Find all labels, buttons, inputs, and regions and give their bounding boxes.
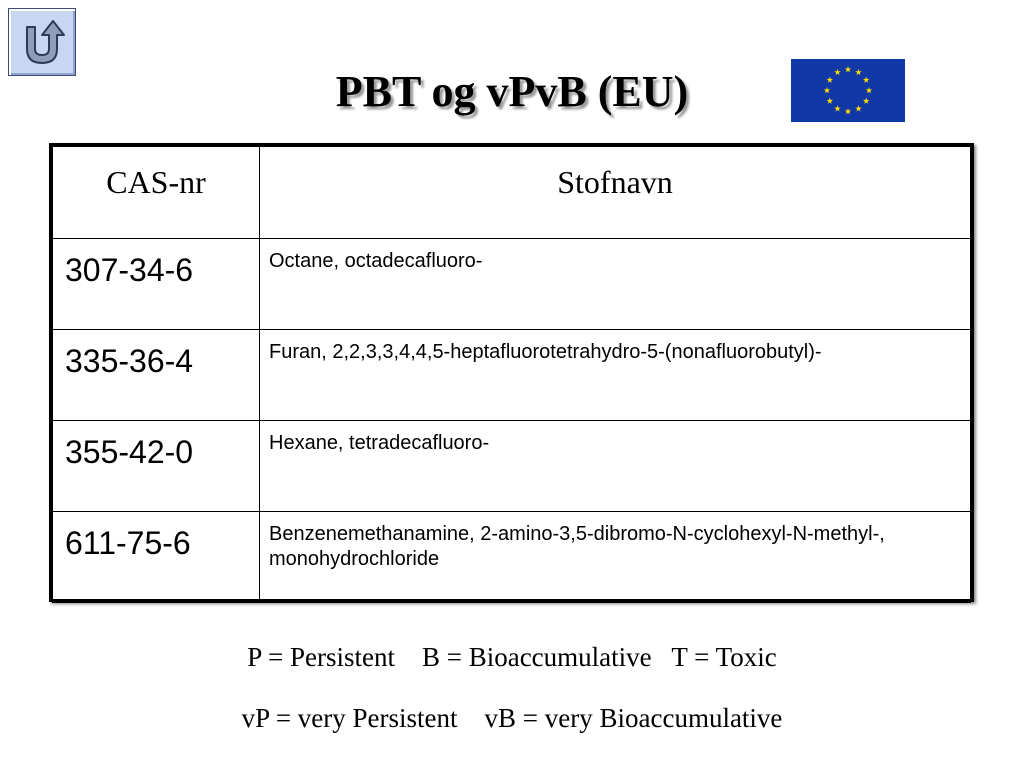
table-header-row	[53, 147, 971, 239]
flag-star	[866, 87, 872, 93]
table-row	[53, 512, 971, 603]
table-row	[53, 330, 971, 421]
flag-star	[834, 105, 840, 111]
flag-star	[824, 87, 830, 93]
flag-star	[827, 77, 833, 83]
column-header-cas: CAS-nr	[53, 147, 260, 239]
table-row	[53, 239, 971, 330]
flag-star	[827, 98, 833, 104]
cas-number-cell: 307-34-6	[53, 239, 260, 330]
flag-star	[834, 69, 840, 75]
page-title: PBT og vPvB (EU)	[335, 67, 689, 116]
legend-pbt: P = Persistent B = Bioaccumulative T = Toxic	[247, 642, 777, 672]
eu-flag-icon	[791, 59, 905, 122]
flag-star	[845, 66, 851, 72]
substance-name-cell: Hexane, tetradecafluoro-	[260, 421, 971, 512]
cas-number-cell: 335-36-4	[53, 330, 260, 421]
legend-vpvb: vP = very Persistent vB = very Bioaccumulative	[241, 703, 783, 733]
substance-name-cell: Benzenemethanamine, 2-amino-3,5-dibromo-N-cyclohexyl-N-methyl-, monohydrochloride	[260, 512, 971, 603]
flag-star	[845, 108, 851, 114]
substance-name-cell: Furan, 2,2,3,3,4,4,5-heptafluorotetrahydro-5-(nonafluorobutyl)-	[260, 330, 971, 421]
flag-star	[855, 105, 861, 111]
flag-star	[863, 77, 869, 83]
table-row	[53, 421, 971, 512]
column-header-name: Stofnavn	[260, 147, 971, 239]
flag-star	[855, 69, 861, 75]
cas-number-cell: 611-75-6	[53, 512, 260, 603]
substance-name-cell: Octane, octadecafluoro-	[260, 239, 971, 330]
substance-table	[49, 143, 974, 602]
flag-star	[863, 98, 869, 104]
cas-number-cell: 355-42-0	[53, 421, 260, 512]
u-turn-arrow-icon	[13, 13, 71, 71]
